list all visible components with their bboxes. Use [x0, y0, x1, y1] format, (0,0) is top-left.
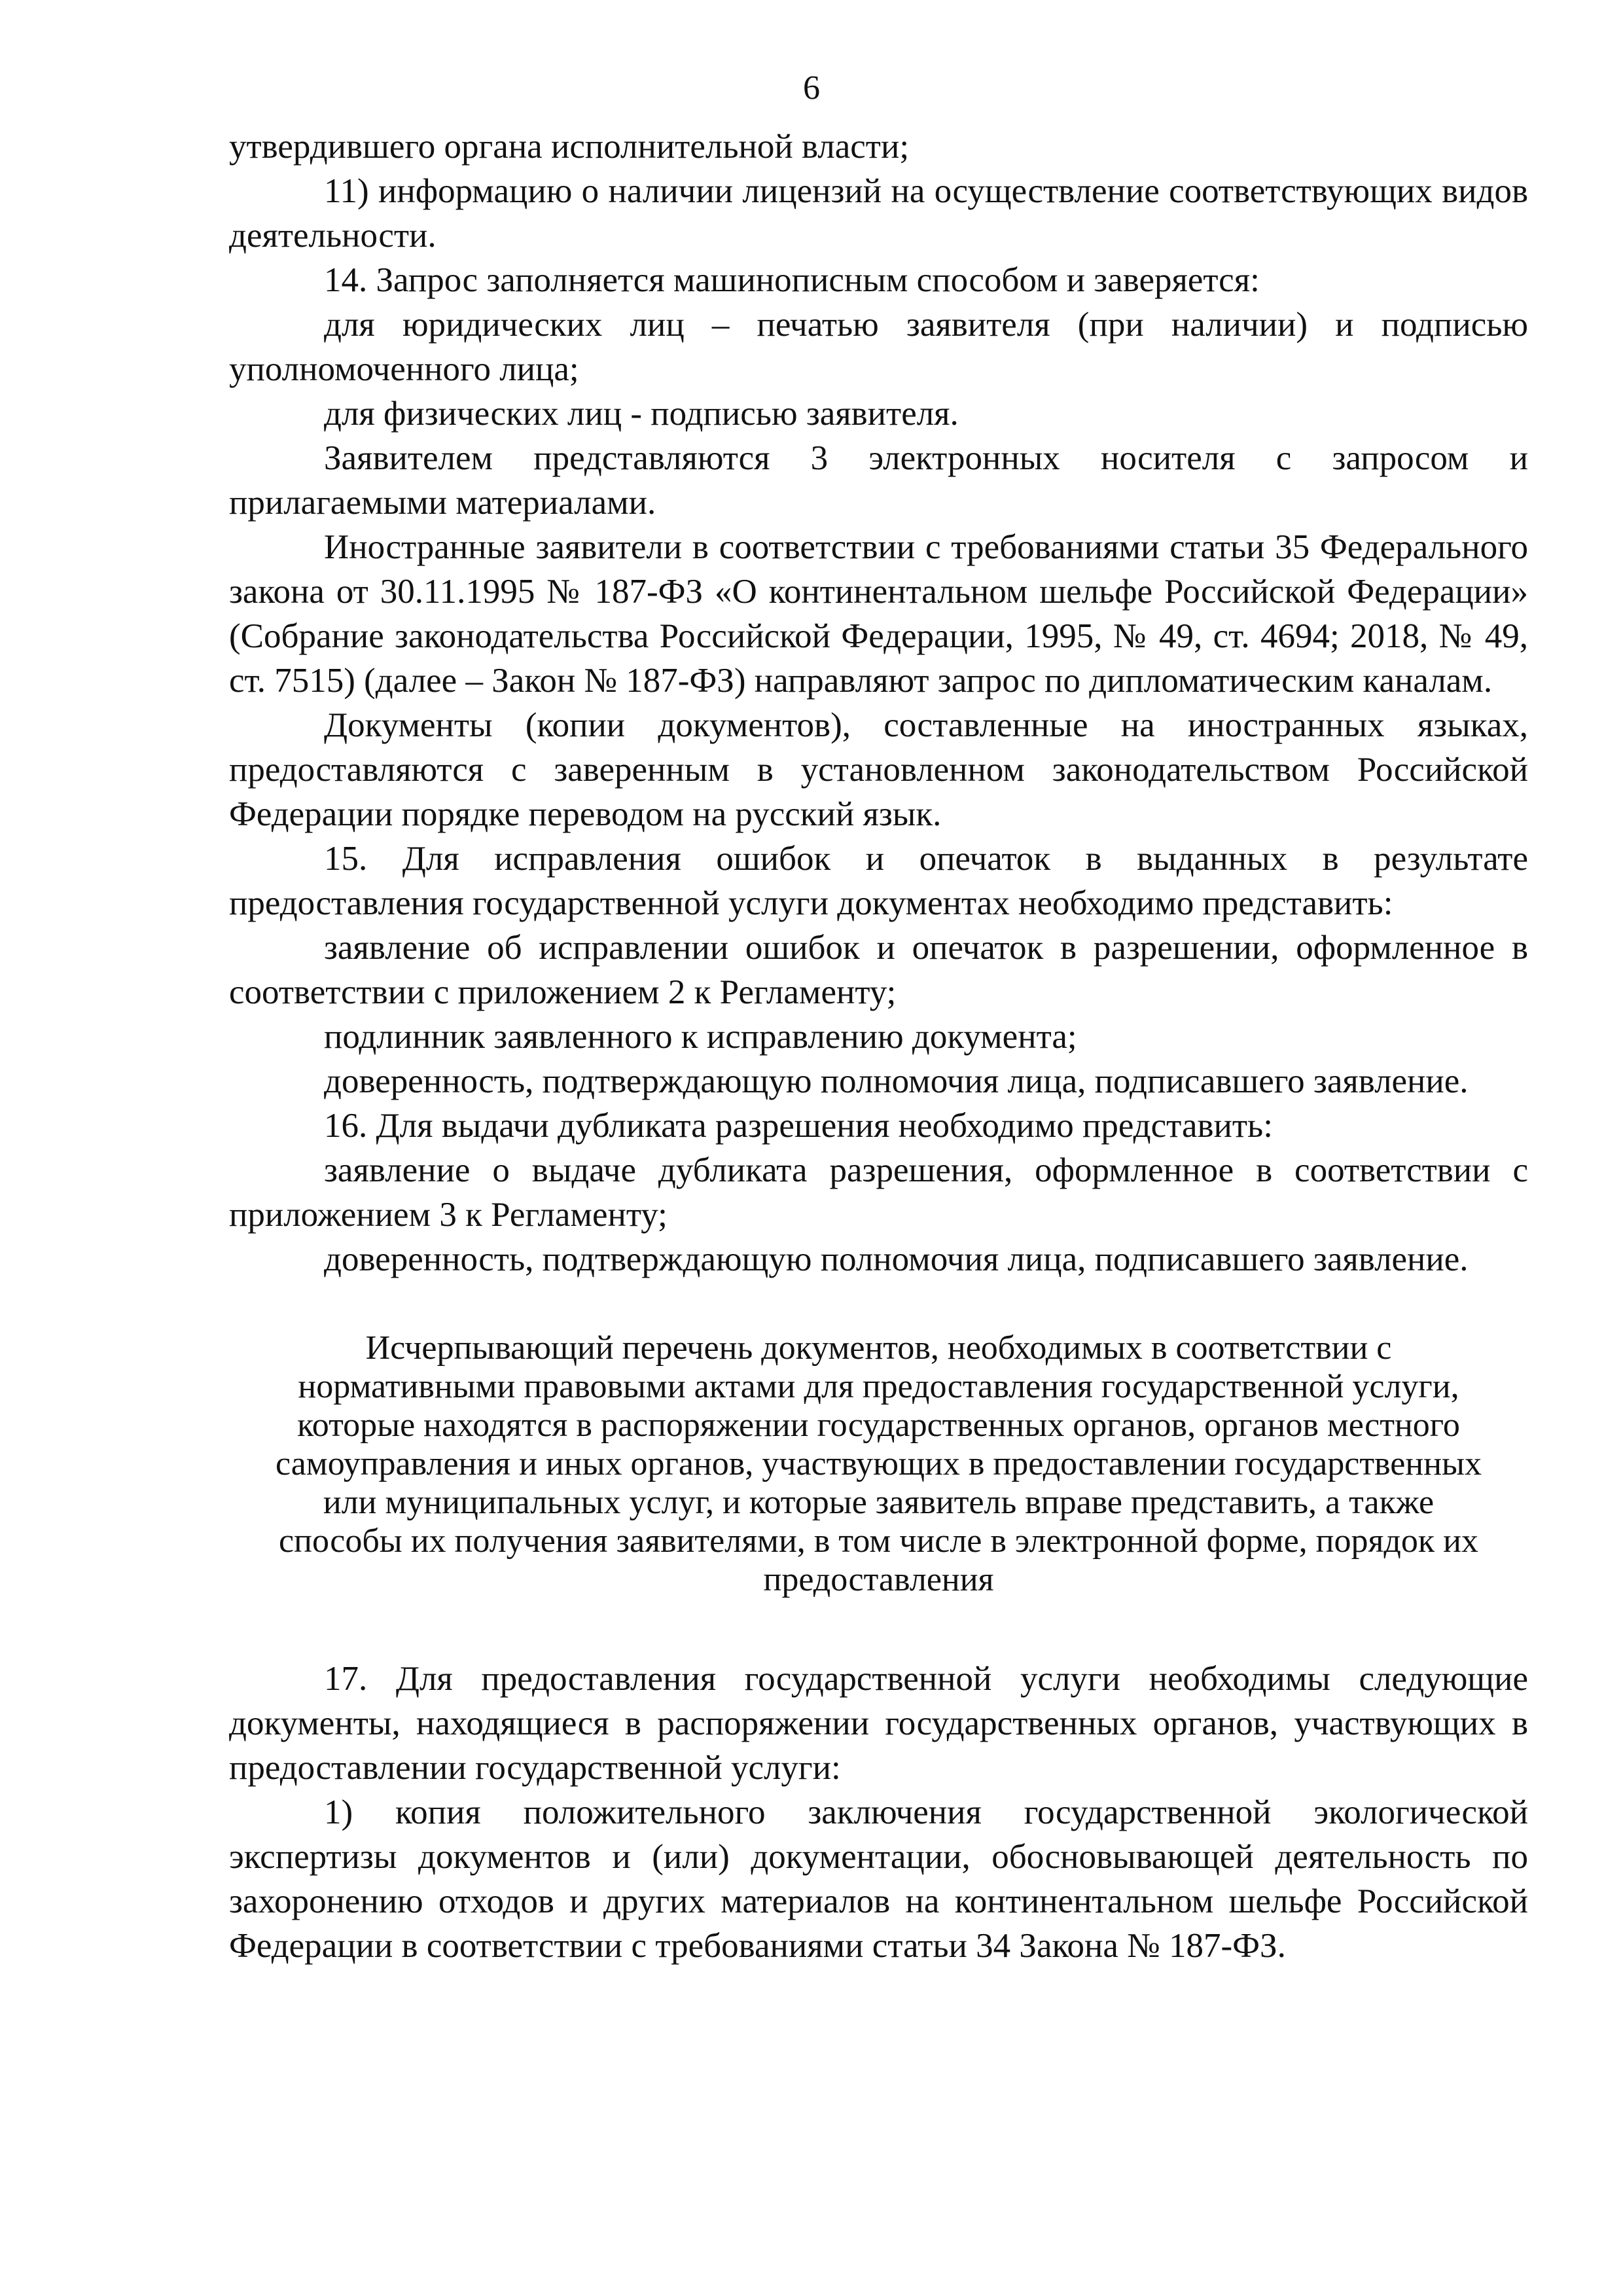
paragraph-foreign-applicants: Иностранные заявители в соответствии с требованиями статьи 35 Федерального закона от 30.11.1995 № 187-ФЗ «О континентальном шельфе Российской Федерации» (Собрание законодательства Российской Федерации, 1995, № 49, ст. 4694; 2018, № 49, ст. 7515) (далее – Закон № 187-ФЗ) направляют запрос по дипломатическим каналам. [229, 528, 1528, 700]
paragraph-continuation: утвердившего органа исполнительной власти; [229, 128, 910, 166]
document-body [229, 124, 1528, 1968]
paragraph-17-documents: 17. Для предоставления государственной услуги необходимы следующие документы, находящиеся в распоряжении государственных органов, участвующих в предоставлении государственной услуги: [229, 1660, 1528, 1787]
paragraph-electronic-media: Заявителем представляются 3 электронных носителя с запросом и прилагаемыми материалами. [229, 439, 1528, 522]
paragraph-power-of-attorney: доверенность, подтверждающую полномочия лица, подписавшего заявление. [324, 1062, 1469, 1100]
section-heading: Исчерпывающий перечень документов, необходимых в соответствии с нормативными правовыми актами для предоставления государственной услуги, которые находятся в распоряжении государственных органов, органов местного самоуправления и иных органов, участвующих в предоставлении государственных или муниципальных услуг, и которые заявитель вправе представить, а также способы их получения заявителями, в том числе в электронной форме, порядок их предоставления [276, 1329, 1482, 1598]
paragraph-power-of-attorney-2: доверенность, подтверждающую полномочия лица, подписавшего заявление. [324, 1240, 1469, 1278]
paragraph-original-document: подлинник заявленного к исправлению документа; [324, 1018, 1077, 1056]
paragraph-14-request-form: 14. Запрос заполняется машинописным способом и заверяется: [324, 261, 1260, 299]
paragraph-item-1-expertise: 1) копия положительного заключения государственной экологической экспертизы документов и (или) документации, обосновывающей деятельность по захоронению отходов и других материалов на континентальном шельфе Российской Федерации в соответствии с требованиями статьи 34 Закона № 187-ФЗ. [229, 1793, 1528, 1965]
paragraph-15-corrections: 15. Для исправления ошибок и опечаток в выданных в результате предоставления государственной услуги документах необходимо представить: [229, 840, 1528, 922]
paragraph-foreign-documents: Документы (копии документов), составленные на иностранных языках, предоставляются с заверенным в установленном законодательством Российской Федерации порядке переводом на русский язык. [229, 706, 1528, 833]
paragraph-correction-application: заявление об исправлении ошибок и опечаток в разрешении, оформленное в соответствии с приложением 2 к Регламенту; [229, 929, 1528, 1011]
paragraph-individuals: для физических лиц - подписью заявителя. [324, 395, 959, 433]
paragraph-16-duplicate: 16. Для выдачи дубликата разрешения необходимо представить: [324, 1107, 1273, 1145]
paragraph-duplicate-application: заявление о выдаче дубликата разрешения, оформленное в соответствии с приложением 3 к Регламенту; [229, 1151, 1528, 1234]
paragraph-item-11-licenses: 11) информацию о наличии лицензий на осуществление соответствующих видов деятельности. [229, 172, 1528, 255]
page-number: 6 [803, 69, 820, 107]
paragraph-legal-entities: для юридических лиц – печатью заявителя (при наличии) и подписью уполномоченного лица; [229, 306, 1528, 388]
